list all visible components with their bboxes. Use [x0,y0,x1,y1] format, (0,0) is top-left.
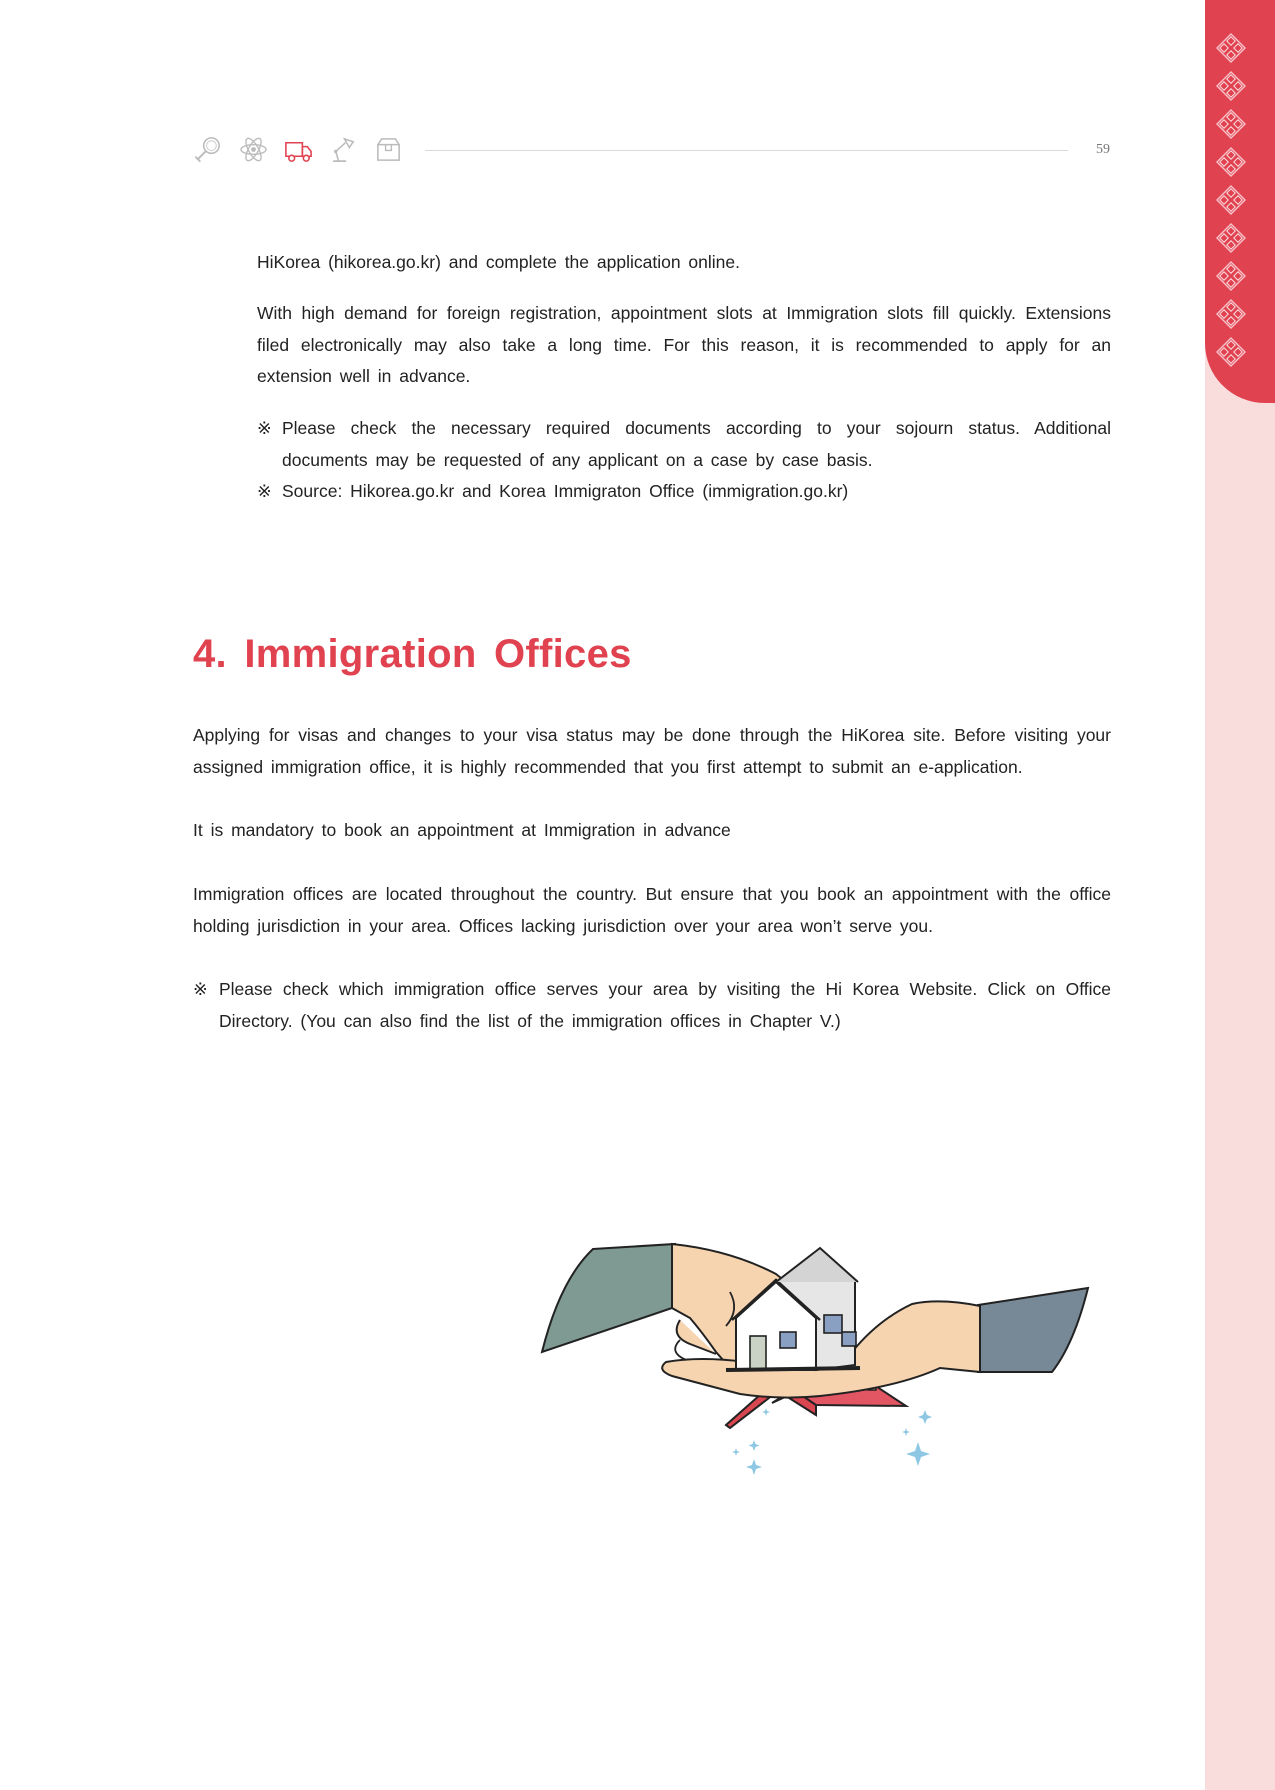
truck-icon [283,134,314,165]
search-icon [193,134,224,165]
section-note [193,974,1111,1037]
intro-paragraph-2: With high demand for foreign registration, appointment slots at Immigration slots fill quickly. Extensions filed electronically may also take a long time. For this reason, it is recommended to apply for an extension well in advance. [257,303,1111,386]
note-mark: ※ [257,418,272,438]
note-text: Source: Hikorea.go.kr and Korea Immigraton Office (immigration.go.kr) [282,481,849,501]
ornament-icon [1217,300,1245,328]
page-number: 59 [1096,142,1110,157]
section-paragraph-2: It is mandatory to book an appointment at Immigration in advance [193,820,731,840]
intro-note-1 [257,413,1111,476]
lamp-icon [328,134,359,165]
section-title: 4. Immigration Offices [193,632,632,676]
atom-icon [238,134,269,165]
note-mark: ※ [257,481,272,501]
note-text: Please check which immigration office serves your area by visiting the Hi Korea Website. Click on Office Directory. (You can also find the list of the immigration offices in Chapter V.) [219,979,1111,1031]
intro-note-2 [257,476,1111,508]
note-text: Please check the necessary required documents according to your sojourn status. Additional documents may be requested of any applicant on a case by case basis. [282,418,1111,470]
note-mark: ※ [193,979,208,999]
intro-paragraph-1: HiKorea (hikorea.go.kr) and complete the application online. [257,252,740,272]
ornament-icon [1217,110,1245,138]
section-paragraph-3: Immigration offices are located throughout the country. But ensure that you book an appointment with the office holding jurisdiction in your area. Offices lacking jurisdiction over your area won’t serve you. [193,884,1111,936]
hands-house-illustration [540,1240,1100,1610]
box-icon [373,134,404,165]
ornament-icon [1217,148,1245,176]
ornament-icon [1217,34,1245,62]
header-rule [425,150,1068,151]
section-paragraph-1: Applying for visas and changes to your visa status may be done through the HiKorea site. Before visiting your assigned immigration office, it is highly recommended that you first attempt to submit an e-application. [193,725,1111,777]
side-ornament-tab [1205,0,1275,403]
header-icon-row [193,133,404,165]
ornament-icon [1217,72,1245,100]
ornament-pattern-icon [1205,0,1275,403]
ornament-icon [1217,262,1245,290]
ornament-icon [1217,186,1245,214]
ornament-icon [1217,224,1245,252]
ornament-icon [1217,338,1245,366]
